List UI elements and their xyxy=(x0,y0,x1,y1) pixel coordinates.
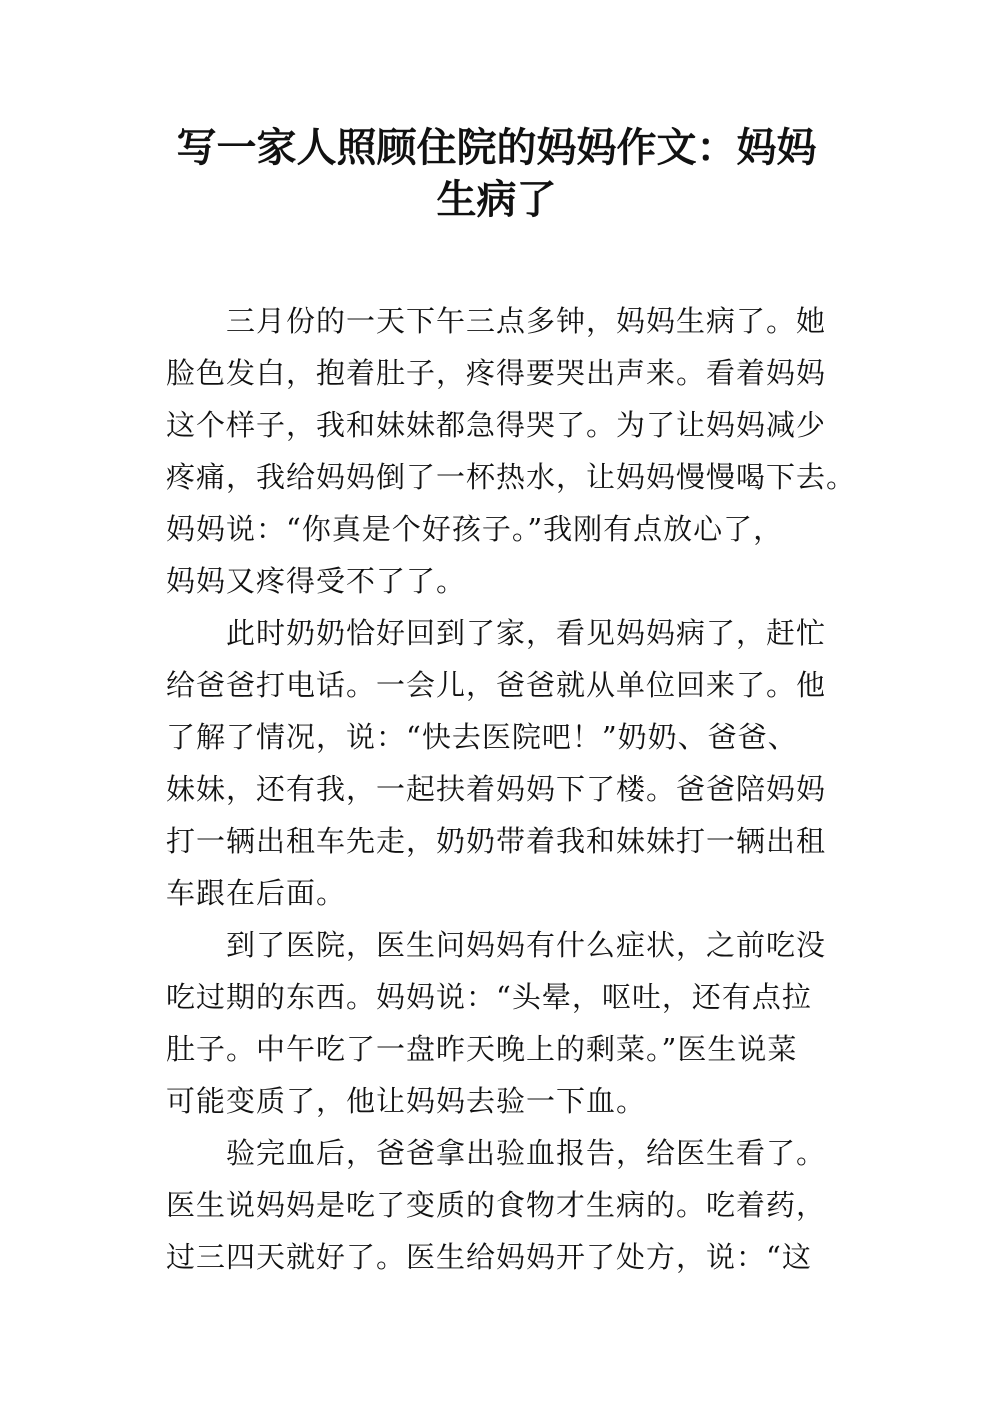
text-line: 这个样子，我和妹妹都急得哭了。为了让妈妈减少 xyxy=(166,408,827,442)
text-line: 到了医院，医生问妈妈有什么症状，之前吃没 xyxy=(226,928,827,962)
document-body xyxy=(166,295,886,1283)
text-line: 疼痛，我给妈妈倒了一杯热水，让妈妈慢慢喝下去。 xyxy=(166,460,857,494)
text-line: 肚子。中午吃了一盘昨天晚上的剩菜。”医生说菜 xyxy=(166,1032,798,1066)
document-title xyxy=(150,122,843,226)
title-line: 写一家人照顾住院的妈妈作文：妈妈 xyxy=(176,125,817,171)
text-line: 此时奶奶恰好回到了家，看见妈妈病了，赶忙 xyxy=(226,616,827,650)
text-line: 妈妈说：“你真是个好孩子。”我刚有点放心了， xyxy=(166,512,784,546)
text-line: 了解了情况，说：“快去医院吧！”奶奶、爸爸、 xyxy=(166,720,798,754)
text-line: 验完血后，爸爸拿出验血报告，给医生看了。 xyxy=(226,1136,827,1170)
text-line: 妈妈又疼得受不了了。 xyxy=(166,564,467,598)
text-line: 脸色发白，抱着肚子，疼得要哭出声来。看着妈妈 xyxy=(166,356,827,390)
title-line: 生病了 xyxy=(436,177,557,223)
text-line: 三月份的一天下午三点多钟，妈妈生病了。她 xyxy=(226,304,827,338)
text-line: 给爸爸打电话。一会儿，爸爸就从单位回来了。他 xyxy=(166,668,827,702)
text-line: 可能变质了，他让妈妈去验一下血。 xyxy=(166,1084,647,1118)
text-line: 过三四天就好了。医生给妈妈开了处方，说：“这 xyxy=(166,1240,812,1274)
paragraph-3 xyxy=(166,919,886,1127)
text-line: 妹妹，还有我，一起扶着妈妈下了楼。爸爸陪妈妈 xyxy=(166,772,827,806)
paragraph-1 xyxy=(166,295,886,607)
text-line: 打一辆出租车先走，奶奶带着我和妹妹打一辆出租 xyxy=(166,824,827,858)
paragraph-4 xyxy=(166,1127,886,1283)
text-line: 车跟在后面。 xyxy=(166,876,347,910)
text-line: 医生说妈妈是吃了变质的食物才生病的。吃着药， xyxy=(166,1188,827,1222)
paragraph-2 xyxy=(166,607,886,919)
text-line: 吃过期的东西。妈妈说：“头晕，呕吐，还有点拉 xyxy=(166,980,812,1014)
